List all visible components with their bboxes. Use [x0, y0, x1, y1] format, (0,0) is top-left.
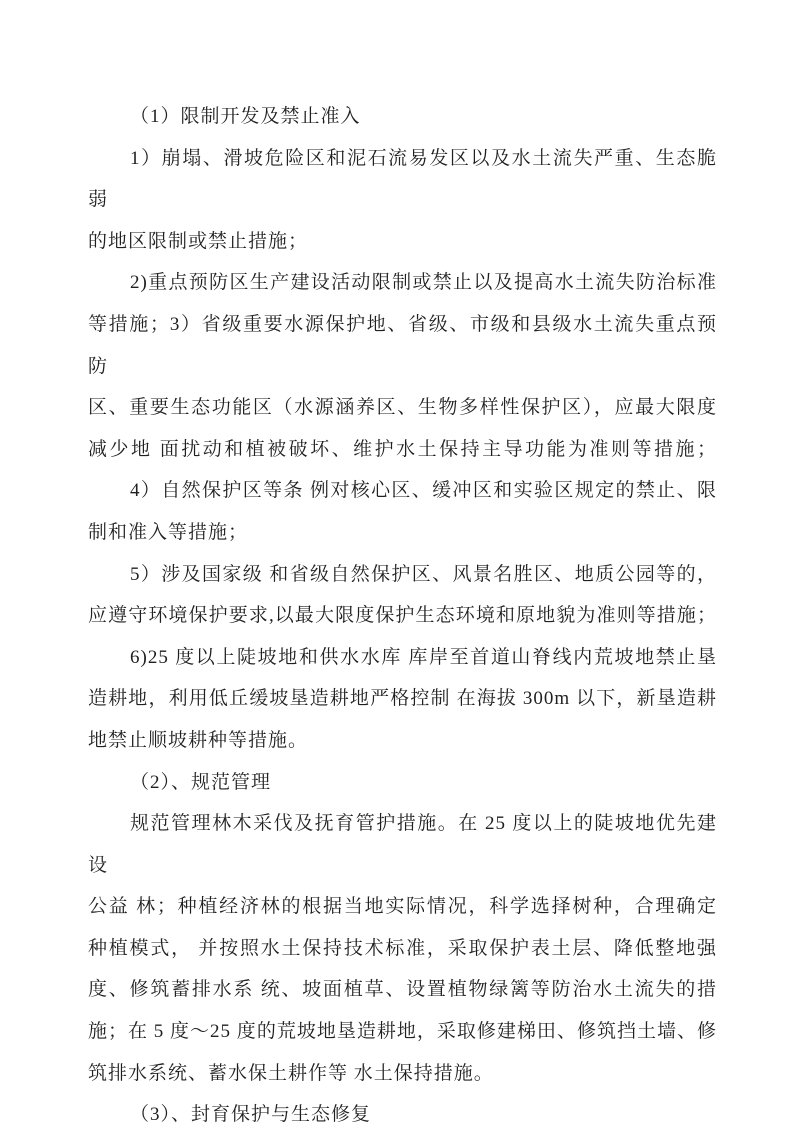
doc-line: 6)25 度以上陡坡地和供水水库 库岸至首道山脊线内荒坡地禁止垦 [130, 646, 717, 668]
doc-line: 筑排水系统、蓄水保土耕作等 水土保持措施。 [88, 1062, 494, 1084]
doc-line: 施；在 5 度～25 度的荒坡地垦造耕地，采取修建梯田、修筑挡土墙、修 [88, 1021, 717, 1043]
doc-line: 的地区限制或禁止措施； [88, 230, 309, 252]
doc-line: 度、修筑蓄排水系 统、坡面植草、设置植物绿篱等防治水土流失的措 [88, 979, 717, 1001]
doc-line: 公益 林；种植经济林的根据当地实际情况，科学选择树种，合理确定 [88, 896, 717, 918]
doc-line: 规范管理林木采伐及抚育管护措施。在 25 度以上的陡坡地优先建设 [88, 813, 717, 876]
section-heading-3: （3）、封育保护与生态修复 [130, 1104, 372, 1122]
doc-line: 1）崩塌、滑坡危险区和泥石流易发区以及水土流失严重、生态脆弱 [88, 147, 717, 211]
section-heading-2: （2）、规范管理 [130, 771, 272, 793]
section-heading-1: （1）限制开发及禁止准入 [130, 106, 361, 127]
doc-line: 减少地 面扰动和植被破坏、维护水土保持主导功能为准则等措施； [88, 438, 717, 460]
doc-line: 2)重点预防区生产建设活动限制或禁止以及提高水土流失防治标准 [130, 272, 717, 294]
doc-line: 等措施；3）省级重要水源保护地、省级、市级和县级水土流失重点预防 [88, 313, 717, 377]
doc-line: 造耕地，利用低丘缓坡垦造耕地严格控制 在海拔 300m 以下，新垦造耕 [88, 688, 717, 710]
doc-line: 地禁止顺坡耕种等措施。 [88, 729, 309, 751]
doc-line: 制和准入等措施； [88, 521, 249, 543]
doc-line: 应遵守环境保护要求,以最大限度保护生态环境和原地貌为准则等措施； [88, 605, 717, 627]
doc-line: 4）自然保护区等条 例对核心区、缓冲区和实验区规定的禁止、限 [130, 480, 717, 502]
doc-line: 种植模式， 并按照水土保持技术标准，采取保护表土层、降低整地强 [88, 937, 717, 959]
doc-line: 5）涉及国家级 和省级自然保护区、风景名胜区、地质公园等的， [130, 563, 717, 585]
doc-line: 区、重要生态功能区（水源涵养区、生物多样性保护区），应最大限度 [88, 397, 717, 419]
